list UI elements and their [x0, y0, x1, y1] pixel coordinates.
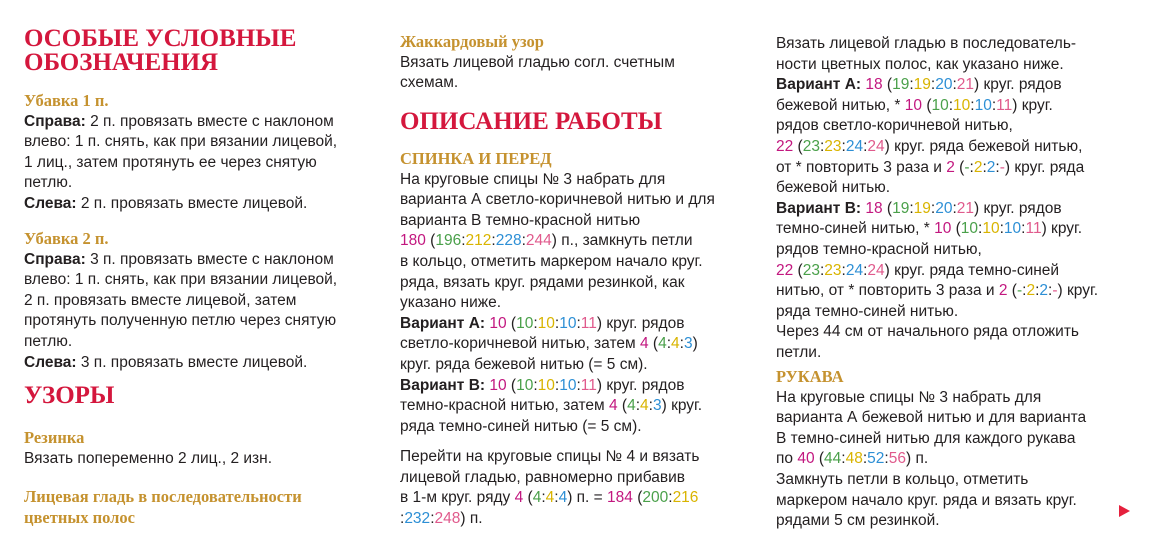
work-title: ОПИСАНИЕ РАБОТЫ [400, 108, 663, 135]
size-value: - [999, 158, 1005, 176]
size-value: 11 [996, 96, 1013, 114]
text-line: Вариант А: 18 (19:19:20:21) круг. рядов [776, 76, 1062, 94]
text-line: рядов светло-коричневой нитью, [776, 117, 1013, 135]
stripes-variants-section [776, 34, 1128, 364]
size-value: 196 [435, 232, 462, 250]
stripes-section [24, 487, 380, 528]
work-title-block [400, 110, 762, 134]
size-value: 22 [776, 261, 794, 279]
size-value: 19 [892, 76, 910, 94]
text-line: Вариант А: 10 (10:10:10:11) круг. рядов [400, 314, 685, 332]
text-line: влево: 1 п. снять, как при вязании лицевой, [24, 133, 338, 151]
text-line: 180 (196:212:228:244) п., замкнуть петли [400, 232, 693, 250]
text-line: бежевой нитью, * 10 (10:10:10:11) круг. [776, 96, 1053, 114]
text-line: Через 44 см от начального ряда отложить [776, 323, 1079, 341]
text-line: схемам. [400, 74, 459, 92]
text-line: Замкнуть петли в кольцо, отметить [776, 470, 1029, 488]
text-line: круг. ряда бежевой нитью (= 5 см). [400, 355, 648, 373]
size-value: 23 [802, 137, 820, 155]
rib-section [24, 428, 380, 469]
size-value: 232 [404, 509, 431, 527]
size-value: 20 [935, 199, 953, 217]
size-value: 11 [1025, 220, 1042, 238]
text-line: Справа: 2 п. провязать вместе с наклоном [24, 112, 334, 130]
size-value: 18 [865, 199, 883, 217]
size-value: 2 [1039, 282, 1048, 300]
next-page-arrow-icon [1119, 505, 1130, 517]
size-value: 18 [865, 76, 883, 94]
size-value: 10 [489, 314, 507, 332]
text-line: 2 п. провязать вместе лицевой, затем [24, 291, 297, 309]
size-value: 40 [797, 450, 815, 468]
jacquard-section [400, 32, 762, 94]
size-value: 19 [892, 199, 910, 217]
decrease-2-section [24, 229, 380, 373]
sleeves-section [776, 367, 1128, 532]
special-symbols-title [24, 27, 380, 75]
needles-change-section [400, 447, 762, 529]
size-value: 52 [867, 450, 885, 468]
size-value: 23 [802, 261, 820, 279]
size-value: 2 [1026, 282, 1036, 300]
title-line: ОСОБЫЕ УСЛОВНЫЕ [24, 25, 297, 52]
text-line: лицевой гладью, равномерно прибавив [400, 468, 685, 486]
size-value: 4 [640, 397, 649, 415]
size-value: 48 [845, 450, 863, 468]
back-front-heading: СПИНКА И ПЕРЕД [400, 149, 552, 168]
size-value: 10 [1003, 220, 1022, 238]
size-numbers: 180 (196:212:228:244) [400, 232, 557, 250]
text-line: На круговые спицы № 3 набрать для [776, 388, 1042, 406]
size-numbers: 184 (200:216 :232:248 [400, 489, 699, 527]
text-line: 22 (23:23:24:24) круг. ряда бежевой нитью, [776, 137, 1083, 155]
size-value: 11 [580, 314, 597, 332]
text-line: рядами 5 см резинкой. [776, 512, 940, 530]
text-line: от * повторить 3 раза и 2 (-:2:2:-) круг. ряда [776, 158, 1085, 176]
size-value: 23 [824, 137, 842, 155]
text-line: петлю. [24, 174, 73, 192]
text-line: Вязать лицевой гладью согл. счетным [400, 53, 675, 71]
size-value: 4 [514, 489, 524, 507]
text-line: указано ниже. [400, 294, 502, 312]
text-line: 22 (23:23:24:24) круг. ряда темно-синей [776, 261, 1060, 279]
size-value: 10 [537, 376, 555, 394]
patterns-title: УЗОРЫ [24, 382, 115, 409]
size-numbers: 22 (23:23:24:24) [776, 261, 890, 279]
size-value: 10 [904, 96, 923, 114]
size-value: 10 [974, 96, 992, 114]
size-numbers: 10 (10:10:10:11) [489, 314, 603, 332]
text-line: в кольцо, отметить маркером начало круг. [400, 252, 703, 270]
text-line: рядов темно-красной нитью, [776, 240, 982, 258]
size-value: 23 [824, 261, 842, 279]
sleeves-heading: РУКАВА [776, 367, 844, 386]
size-value: 56 [888, 450, 906, 468]
title-line: ОБОЗНАЧЕНИЯ [24, 49, 219, 76]
size-value: 2 [986, 158, 996, 176]
size-value: - [1052, 282, 1058, 300]
text-line: петли. [776, 343, 822, 361]
text-line: варианта А светло-коричневой нитью и для [400, 191, 715, 209]
text-line: в 1-м круг. ряду 4 (4:4:4) п. = 184 (200:216 :232:248) п. [400, 489, 699, 527]
jacquard-heading: Жаккардовый узор [400, 32, 544, 51]
size-value: 244 [525, 232, 552, 250]
size-numbers: 4 (4:4:3) [639, 335, 698, 353]
size-value: 10 [516, 314, 534, 332]
size-numbers: 2 (-:2:2:-) [998, 282, 1063, 300]
text-line: темно-красной нитью, затем 4 (4:4:3) круг. [400, 397, 703, 415]
size-value: 4 [627, 397, 636, 415]
size-value: 200 [642, 489, 669, 507]
size-numbers: 40 (44:48:52:56 [797, 450, 906, 468]
text-line: бежевой нитью. [776, 179, 891, 197]
text-line: варианта А бежевой нитью и для варианта [776, 409, 1087, 427]
text-line: светло-коричневой нитью, затем 4 (4:4:3) [400, 335, 698, 353]
size-numbers: 4 (4:4:3) [609, 397, 667, 415]
size-value: 2 [946, 158, 955, 176]
size-numbers: 18 (19:19:20:21) [865, 199, 980, 217]
text-line: ряда темно-синей нитью (= 5 см). [400, 417, 642, 435]
size-value: 3 [683, 335, 693, 353]
size-value: 4 [671, 335, 680, 353]
text-line: 1 лиц., затем протянуть ее через снятую [24, 153, 317, 171]
size-value: 4 [658, 335, 667, 353]
size-value: 24 [867, 137, 885, 155]
size-value: 4 [558, 489, 568, 507]
size-value: 22 [776, 137, 794, 155]
size-value: 24 [867, 261, 885, 279]
size-numbers: 2 (-:2:2:-) [946, 158, 1011, 176]
size-value: 4 [545, 489, 555, 507]
size-numbers: 18 (19:19:20:21) [865, 76, 980, 94]
text-line: маркером начало круг. ряда и вязать круг. [776, 491, 1077, 509]
text-line: ности цветных полос, как указано ниже. [776, 55, 1064, 73]
stripes-heading: Лицевая гладь в последовательности [24, 487, 302, 506]
text-line: На круговые спицы № 3 набрать для [400, 170, 666, 188]
text-line: Вариант В: 18 (19:19:20:21) круг. рядов [776, 199, 1062, 217]
text-line: влево: 1 п. снять, как при вязании лицевой, [24, 271, 338, 289]
text-line: Слева: 3 п. провязать вместе лицевой. [24, 353, 308, 371]
size-value: 19 [913, 76, 931, 94]
size-value: 248 [434, 509, 461, 527]
decrease-1-section [24, 91, 380, 215]
size-value: 10 [537, 314, 555, 332]
size-numbers: 10 (10:10:10:11) [904, 96, 1018, 114]
size-value: - [964, 158, 970, 176]
size-value: 184 [607, 489, 633, 507]
size-value: 228 [495, 232, 522, 250]
size-value: 10 [559, 314, 577, 332]
size-value: 4 [639, 335, 649, 353]
size-value: 180 [400, 232, 426, 250]
text-line: Вязать лицевой гладью в последователь- [776, 35, 1077, 52]
text-line: нитью, от * повторить 3 раза и 2 (-:2:2:-) круг. [776, 282, 1099, 300]
text-line: Слева: 2 п. провязать вместе лицевой. [24, 194, 308, 212]
size-value: 10 [960, 220, 979, 238]
size-value: - [1016, 282, 1023, 300]
size-value: 21 [956, 199, 975, 217]
size-value: 216 [672, 489, 699, 507]
text-line: протянуть полученную петлю через снятую [24, 312, 337, 330]
size-value: 11 [580, 376, 597, 394]
text-line: Вариант В: 10 (10:10:10:11) круг. рядов [400, 376, 685, 394]
size-value: 10 [516, 376, 534, 394]
text-line: ряда, вязать круг. рядами резинкой, как [400, 273, 685, 291]
size-numbers: 4 (4:4:4 [514, 489, 568, 507]
size-value: 19 [913, 199, 931, 217]
size-value: 3 [652, 397, 662, 415]
decrease-1-heading: Убавка 1 п. [24, 91, 109, 110]
size-value: 21 [956, 76, 975, 94]
size-numbers: 10 (10:10:10:11) [934, 220, 1047, 238]
size-value: 212 [465, 232, 492, 250]
size-value: 2 [973, 158, 983, 176]
text-line: петлю. [24, 332, 73, 350]
text-line: В темно-синей нитью для каждого рукава [776, 429, 1076, 447]
text-line: Справа: 3 п. провязать вместе с наклоном [24, 250, 334, 268]
text-line: Вязать попеременно 2 лиц., 2 изн. [24, 449, 272, 467]
size-value: 44 [824, 450, 842, 468]
text-line: варианта В темно-красной нитью [400, 211, 641, 229]
text-line: темно-синей нитью, * 10 (10:10:10:11) круг. [776, 220, 1083, 238]
text-line: Перейти на круговые спицы № 4 и вязать [400, 448, 700, 465]
back-front-section [400, 149, 762, 437]
text-line: по 40 (44:48:52:56) п. [776, 450, 929, 468]
size-value: 20 [935, 76, 953, 94]
text-line: ряда темно-синей нитью. [776, 302, 959, 320]
size-value: 24 [845, 261, 864, 279]
size-value: 10 [489, 376, 507, 394]
size-value: 10 [982, 220, 1000, 238]
size-numbers: 22 (23:23:24:24) [776, 137, 890, 155]
size-value: 10 [953, 96, 971, 114]
size-value: 10 [559, 376, 577, 394]
patterns-title-block [24, 384, 380, 408]
rib-heading: Резинка [24, 428, 85, 447]
size-value: 4 [609, 397, 618, 415]
size-value: 2 [998, 282, 1008, 300]
size-value: 4 [532, 489, 542, 507]
size-value: 10 [934, 220, 952, 238]
size-value: 10 [931, 96, 949, 114]
size-numbers: 10 (10:10:10:11) [489, 376, 603, 394]
decrease-2-heading: Убавка 2 п. [24, 229, 109, 248]
stripes-heading: цветных полос [24, 507, 135, 527]
size-value: 24 [845, 137, 864, 155]
